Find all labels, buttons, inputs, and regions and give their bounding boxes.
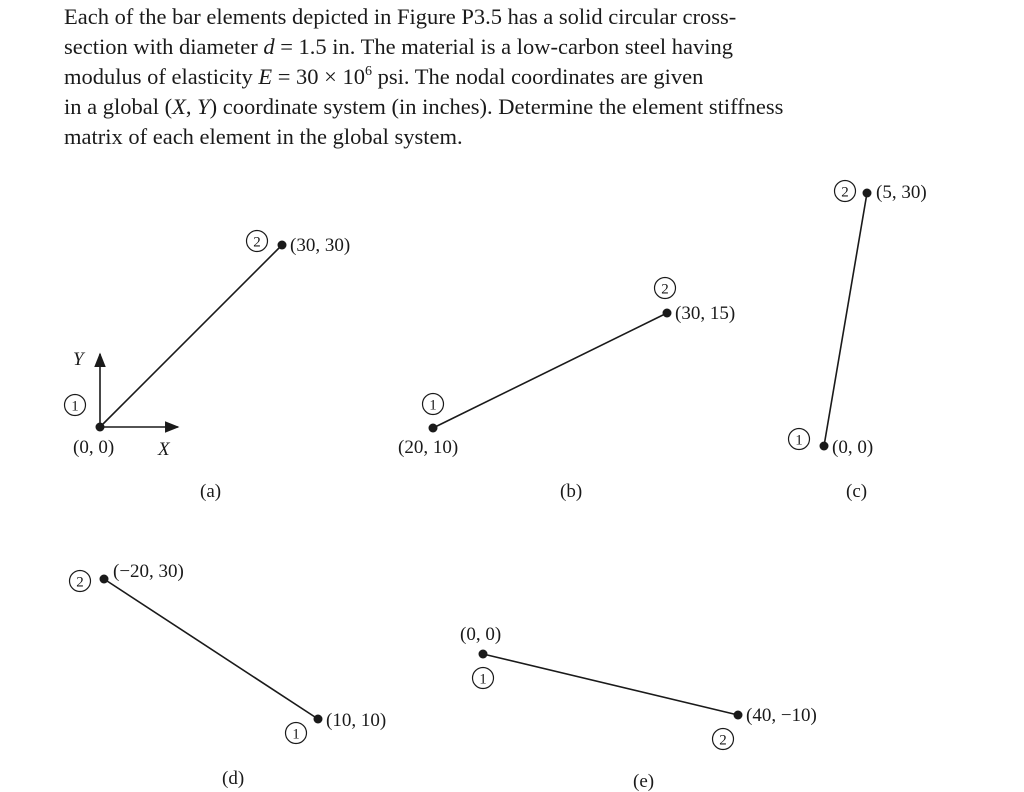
bar-element-c [824,193,867,446]
coord-label-c1: (0, 0) [832,437,874,458]
node-dot-d1 [314,715,323,724]
coord-label-b2: (30, 15) [675,303,736,324]
axis-x-label: X [158,439,170,460]
coord-label-e1: (0, 0) [460,624,502,645]
node-number-d1: 1 [292,726,300,743]
diameter-variable: d [263,34,275,59]
node-number-a2: 2 [253,234,261,251]
figure-b [398,278,735,503]
global-y-variable: Y [197,94,210,119]
node-dot-c2 [863,189,872,198]
coord-label-e2: (40, −10) [746,705,817,726]
bar-element-d [104,579,318,719]
coord-label-d1: (10, 10) [326,710,387,731]
coord-label-d2: (−20, 30) [113,561,184,582]
bar-element-a [100,245,282,427]
node-dot-e1 [479,650,488,659]
caption-e: (e) [633,771,655,792]
problem-line-4-sep: , [185,94,198,119]
figure-d [70,561,387,789]
problem-line-4a: in a global ( [64,94,173,119]
problem-line-1: Each of the bar elements depicted in Figure P3.5 has a solid circular cross- [64,4,737,29]
modulus-variable: E [258,64,273,89]
node-number-e1: 1 [479,671,487,688]
problem-line-5: matrix of each element in the global system. [64,124,463,149]
problem-line-3a: modulus of elasticity [64,64,259,89]
axis-y-label: Y [73,349,84,370]
coord-label-c2: (5, 30) [876,182,927,203]
node-number-b2: 2 [661,281,669,298]
figure-c [789,181,927,503]
node-dot-b2 [663,309,672,318]
bar-element-b [433,313,667,428]
caption-b: (b) [560,481,583,502]
node-dot-e2 [734,711,743,720]
caption-a: (a) [200,481,222,502]
caption-d: (d) [222,768,245,789]
caption-c: (c) [846,481,868,502]
node-number-d2: 2 [76,574,84,591]
node-dot-b1 [429,424,438,433]
figure-e [460,624,817,792]
node-number-e2: 2 [719,732,727,749]
node-dot-d2 [100,575,109,584]
figure-a [65,231,351,503]
node-dot-a2 [278,241,287,250]
coord-label-b1: (20, 10) [398,437,459,458]
problem-line-2b: = 1.5 in. The material is a low-carbon steel having [274,34,733,59]
problem-line-3c: psi. The nodal coordinates are given [372,64,704,89]
problem-line-4b: ) coordinate system (in inches). Determine the element stiffness [209,94,784,119]
node-number-c1: 1 [795,432,803,449]
modulus-exponent: 6 [365,64,372,79]
node-dot-a1 [96,423,105,432]
node-number-c2: 2 [841,184,849,201]
node-dot-c1 [820,442,829,451]
coord-label-a2: (30, 30) [290,235,351,256]
problem-line-3b: = 30 × 10 [272,64,365,89]
bar-element-e [483,654,738,715]
problem-line-2a: section with diameter [64,34,264,59]
node-number-a1: 1 [71,398,79,415]
coord-label-a1: (0, 0) [73,437,115,458]
node-number-b1: 1 [429,397,437,414]
global-x-variable: X [172,94,186,119]
